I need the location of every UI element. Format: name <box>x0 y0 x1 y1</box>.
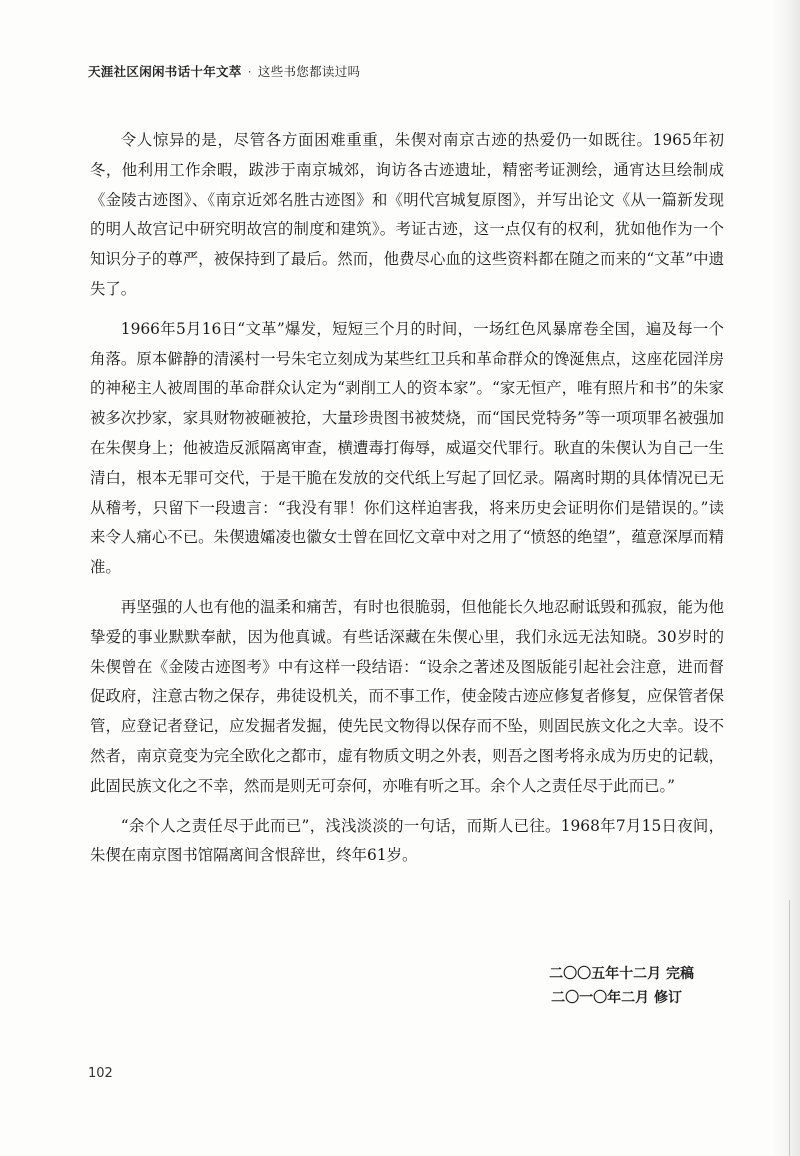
book-title: 天涯社区闲闲书话十年文萃 <box>88 64 242 79</box>
page-edge-line <box>789 900 790 1156</box>
paragraph: “余个人之责任尽于此而已”，浅浅淡淡的一句话，而斯人已往。1968年7月15日夜间，朱偰在南京图书馆隔离间含恨辞世，终年61岁。 <box>90 816 724 865</box>
date-signature <box>549 962 694 1010</box>
running-header <box>88 62 360 80</box>
paragraph: 令人惊异的是，尽管各方面困难重重，朱偰对南京古迹的热爱仍一如既往。1965年初冬，他利用工作余暇，跋涉于南京城郊，询访各古迹遗址，精密考证测绘，通宵达旦绘制成《金陵古迹图》、《南京近郊名胜古迹图》和《明代宫城复原图》，并写出论文《从一篇新发现的明人故宫记中研究明故宫的制度和建筑》。考证古迹，这一点仅有的权利，犹如他作为一个知识分子的尊严，被保持到了最后。然而，他费尽心血的这些资料都在随之而来的“文革”中遗失了。 <box>90 131 724 298</box>
completion-date: 二〇〇五年十二月 完稿 <box>549 966 694 982</box>
paragraph: 1966年5月16日“文革”爆发，短短三个月的时间，一场红色风暴席卷全国，遍及每一个角落。原本僻静的清溪村一号朱宅立刻成为某些红卫兵和革命群众的馋涎焦点，这座花园洋房的神秘主人被周围的革命群众认定为“剥削工人的资本家”。“家无恒产，唯有照片和书”的朱家被多次抄家，家具财物被砸被抢，大量珍贵图书被焚烧，而“国民党特务”等一项项罪名被强加在朱偰身上；他被造反派隔离审查，横遭毒打侮辱，威逼交代罪行。耿直的朱偰认为自己一生清白，根本无罪可交代，于是干脆在发放的交代纸上写起了回忆录。隔离时期的具体情况已无从稽考，只留下一段遗言：“我没有罪！你们这样迫害我，将来历史会证明你们是错误的。”读来令人痛心不已。朱偰遗孀凌也徽女士曾在回忆文章中对之用了“愤怒的绝望”，蕴意深厚而精准。 <box>90 319 724 577</box>
revision-date: 二〇一〇年二月 修订 <box>551 990 682 1006</box>
page-number: 102 <box>88 1066 113 1081</box>
paragraph: 再坚强的人也有他的温柔和痛苦，有时也很脆弱，但他能长久地忍耐诋毁和孤寂，能为他挚爱的事业默默奉献，因为他真诚。有些话深藏在朱偰心里，我们永远无法知晓。30岁时的朱偰曾在《金陵古迹图考》中有这样一段结语：“设余之著述及图版能引起社会注意，进而督促政府，注意古物之保存，弗徒设机关，而不事工作，使金陵古迹应修复者修复，应保管者保管，应登记者登记，应发掘者发掘，使先民文物得以保存而不坠，则固民族文化之大幸。设不然者，南京竟变为完全欧化之都市，虚有物质文明之外表，则吾之图考将永成为历史的记载，此固民族文化之不幸，然而是则无可奈何，亦唯有听之耳。余个人之责任尽于此而已。” <box>90 597 724 795</box>
header-separator: · <box>247 64 252 79</box>
book-subtitle: 这些书您都读过吗 <box>257 64 361 79</box>
page-edge-shadow <box>772 0 800 1156</box>
article-body <box>90 126 724 871</box>
